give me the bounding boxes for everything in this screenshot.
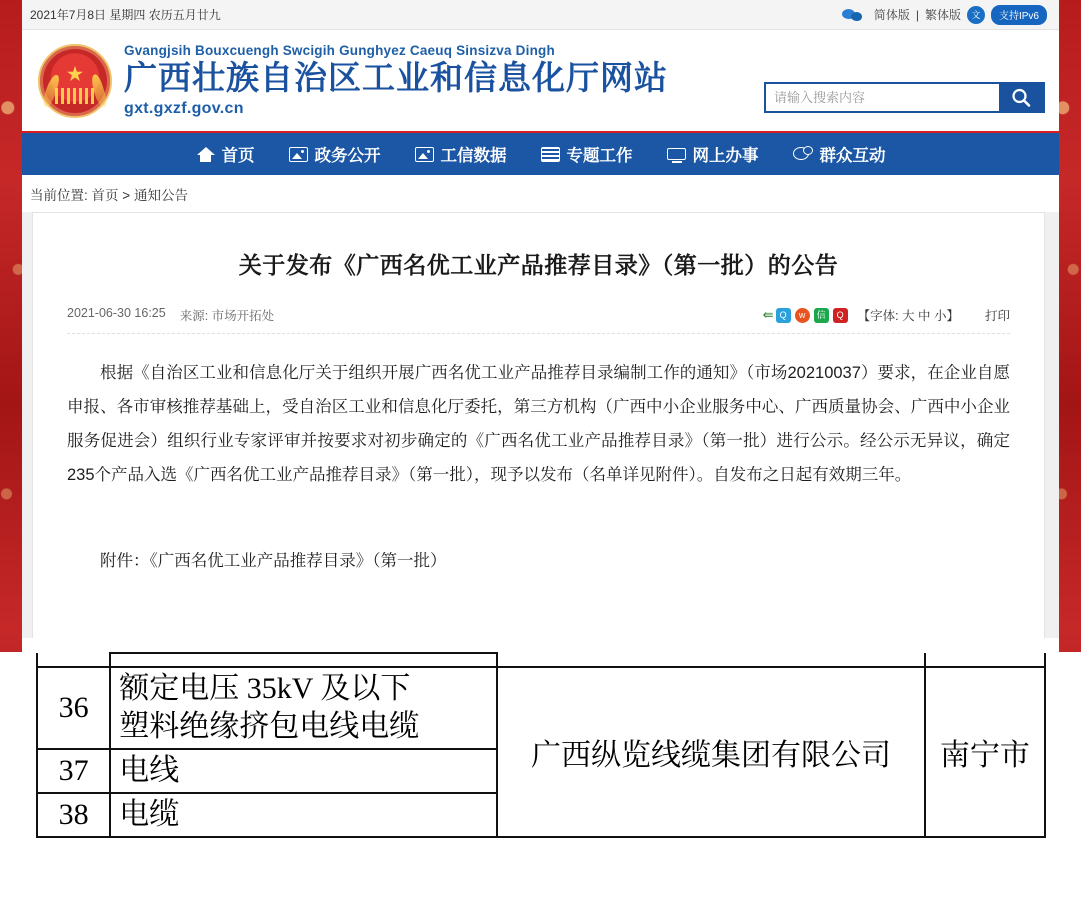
nav-item-online-services-label: 网上办事	[692, 147, 759, 165]
emblem-gear	[55, 88, 95, 104]
attachment-table	[36, 652, 1046, 838]
search-input[interactable]	[766, 84, 999, 111]
cell-clip-company	[497, 653, 925, 667]
table-row	[37, 667, 1045, 749]
emblem-star: ★	[66, 64, 84, 84]
nav-item-home[interactable]	[196, 142, 255, 166]
article-body	[67, 356, 1010, 578]
site-domain: gxt.gxzf.gov.cn	[124, 99, 244, 117]
book-icon	[541, 147, 560, 162]
print-button[interactable]: 打印	[984, 309, 1010, 323]
row-37-number: 37	[37, 749, 110, 793]
traditional-chinese-link[interactable]: 繁体版	[924, 8, 961, 22]
topbar-links	[842, 5, 1047, 25]
breadcrumb-current[interactable]: 通知公告	[133, 188, 188, 203]
nav-item-special-topics[interactable]	[541, 142, 633, 166]
picture-icon	[289, 147, 308, 162]
breadcrumb-prefix: 当前位置:	[30, 188, 88, 203]
row-37-product: 电线	[110, 749, 497, 793]
zhuang-language-title: Gvangjsih Bouxcuengh Swcigih Gunghyez Caeuq Sinsizva Dingh	[124, 43, 555, 59]
site-name: 广西壮族自治区工业和信息化厅网站	[124, 59, 668, 97]
row-36-product-line-1: 额定电压 35kV 及以下	[119, 672, 411, 705]
article-source: 来源: 市场开拓处	[179, 309, 275, 323]
monitor-icon	[667, 148, 686, 160]
row-38-number: 38	[37, 793, 110, 837]
attachment-table-region	[0, 652, 1081, 898]
row-36-product-line-2: 塑料绝缘挤包电线电缆	[119, 710, 420, 743]
link-separator: |	[915, 7, 919, 22]
share-node-icon[interactable]: ⇚	[762, 307, 774, 322]
search-icon	[1010, 87, 1032, 109]
main-navigation	[22, 131, 1059, 175]
city-name: 南宁市	[925, 667, 1045, 837]
nav-item-special-topics-label: 专题工作	[566, 147, 633, 165]
cell-clip-no	[37, 653, 110, 667]
search-box[interactable]	[764, 82, 1045, 113]
nav-item-industry-data[interactable]	[415, 142, 507, 166]
nav-item-public-interaction-label: 群众互动	[819, 147, 886, 165]
top-info-bar	[22, 0, 1059, 30]
content-area	[22, 212, 1059, 638]
breadcrumb	[22, 175, 1059, 212]
current-date: 2021年7月8日 星期四 农历五月廿九	[30, 8, 221, 22]
national-emblem-icon	[38, 44, 112, 118]
font-size-selector[interactable]: 【字体: 大 中 小】	[857, 309, 959, 323]
globe-icon[interactable]: 文	[967, 6, 985, 24]
search-button[interactable]	[999, 84, 1043, 111]
picture-icon	[415, 147, 434, 162]
cell-clip-city	[925, 653, 1045, 667]
chat-bubble-icon	[793, 146, 813, 162]
share-wechat-icon[interactable]: 信	[814, 308, 829, 323]
row-38-product: 电缆	[110, 793, 497, 837]
site-titles	[124, 43, 668, 118]
row-36-product	[110, 667, 497, 749]
company-name: 广西纵览线缆集团有限公司	[497, 667, 925, 837]
nav-item-government-disclosure[interactable]	[289, 142, 381, 166]
article-paragraph-1: 根据《自治区工业和信息化厅关于组织开展广西名优工业产品推荐目录编制工作的通知》（市场20210037）要求，在企业自愿申报、各市审核推荐基础上，受自治区工业和信息化厅委托，第三方机构（广西中小企业服务中心、广西质量协会、广西中小企业服务促进会）组织行业专家评审并按要求对初步确定的《广西名优工业产品推荐目录》（第一批）进行公示。经公示无异议，确定235个产品入选《广西名优工业产品推荐目录》（第一批），现予以发布（名单详见附件）。自发布之日起有效期三年。	[67, 364, 1010, 484]
cell-clip-product	[110, 653, 497, 667]
nav-item-public-interaction[interactable]	[793, 142, 886, 166]
share-qq-icon[interactable]: Q	[833, 308, 848, 323]
article-meta-left	[67, 306, 274, 324]
article-card	[32, 212, 1045, 638]
simplified-chinese-link[interactable]: 简体版	[873, 8, 910, 22]
share-buttons	[776, 308, 848, 323]
table-row-clip-top	[37, 653, 1045, 667]
breadcrumb-home[interactable]: 首页	[91, 188, 119, 203]
breadcrumb-separator: >	[122, 188, 131, 203]
home-icon	[196, 147, 215, 162]
publish-date: 2021-06-30 16:25	[67, 306, 166, 320]
row-36-number: 36	[37, 667, 110, 749]
share-weibo-icon[interactable]: w	[795, 308, 810, 323]
page-title: 关于发布《广西名优工业产品推荐目录》（第一批）的公告	[238, 252, 839, 278]
nav-item-government-disclosure-label: 政务公开	[314, 147, 381, 165]
article-meta	[67, 306, 1010, 334]
ipv6-badge[interactable]: 支持IPv6	[991, 5, 1047, 25]
site-masthead	[22, 30, 1059, 131]
wechat-icon[interactable]	[842, 8, 862, 22]
nav-item-online-services[interactable]	[667, 142, 759, 166]
share-qzone-icon[interactable]: Q	[776, 308, 791, 323]
nav-item-industry-data-label: 工信数据	[440, 147, 507, 165]
nav-item-home-label: 首页	[221, 147, 255, 165]
article-paragraph-2: 附件：《广西名优工业产品推荐目录》（第一批）	[100, 552, 447, 570]
